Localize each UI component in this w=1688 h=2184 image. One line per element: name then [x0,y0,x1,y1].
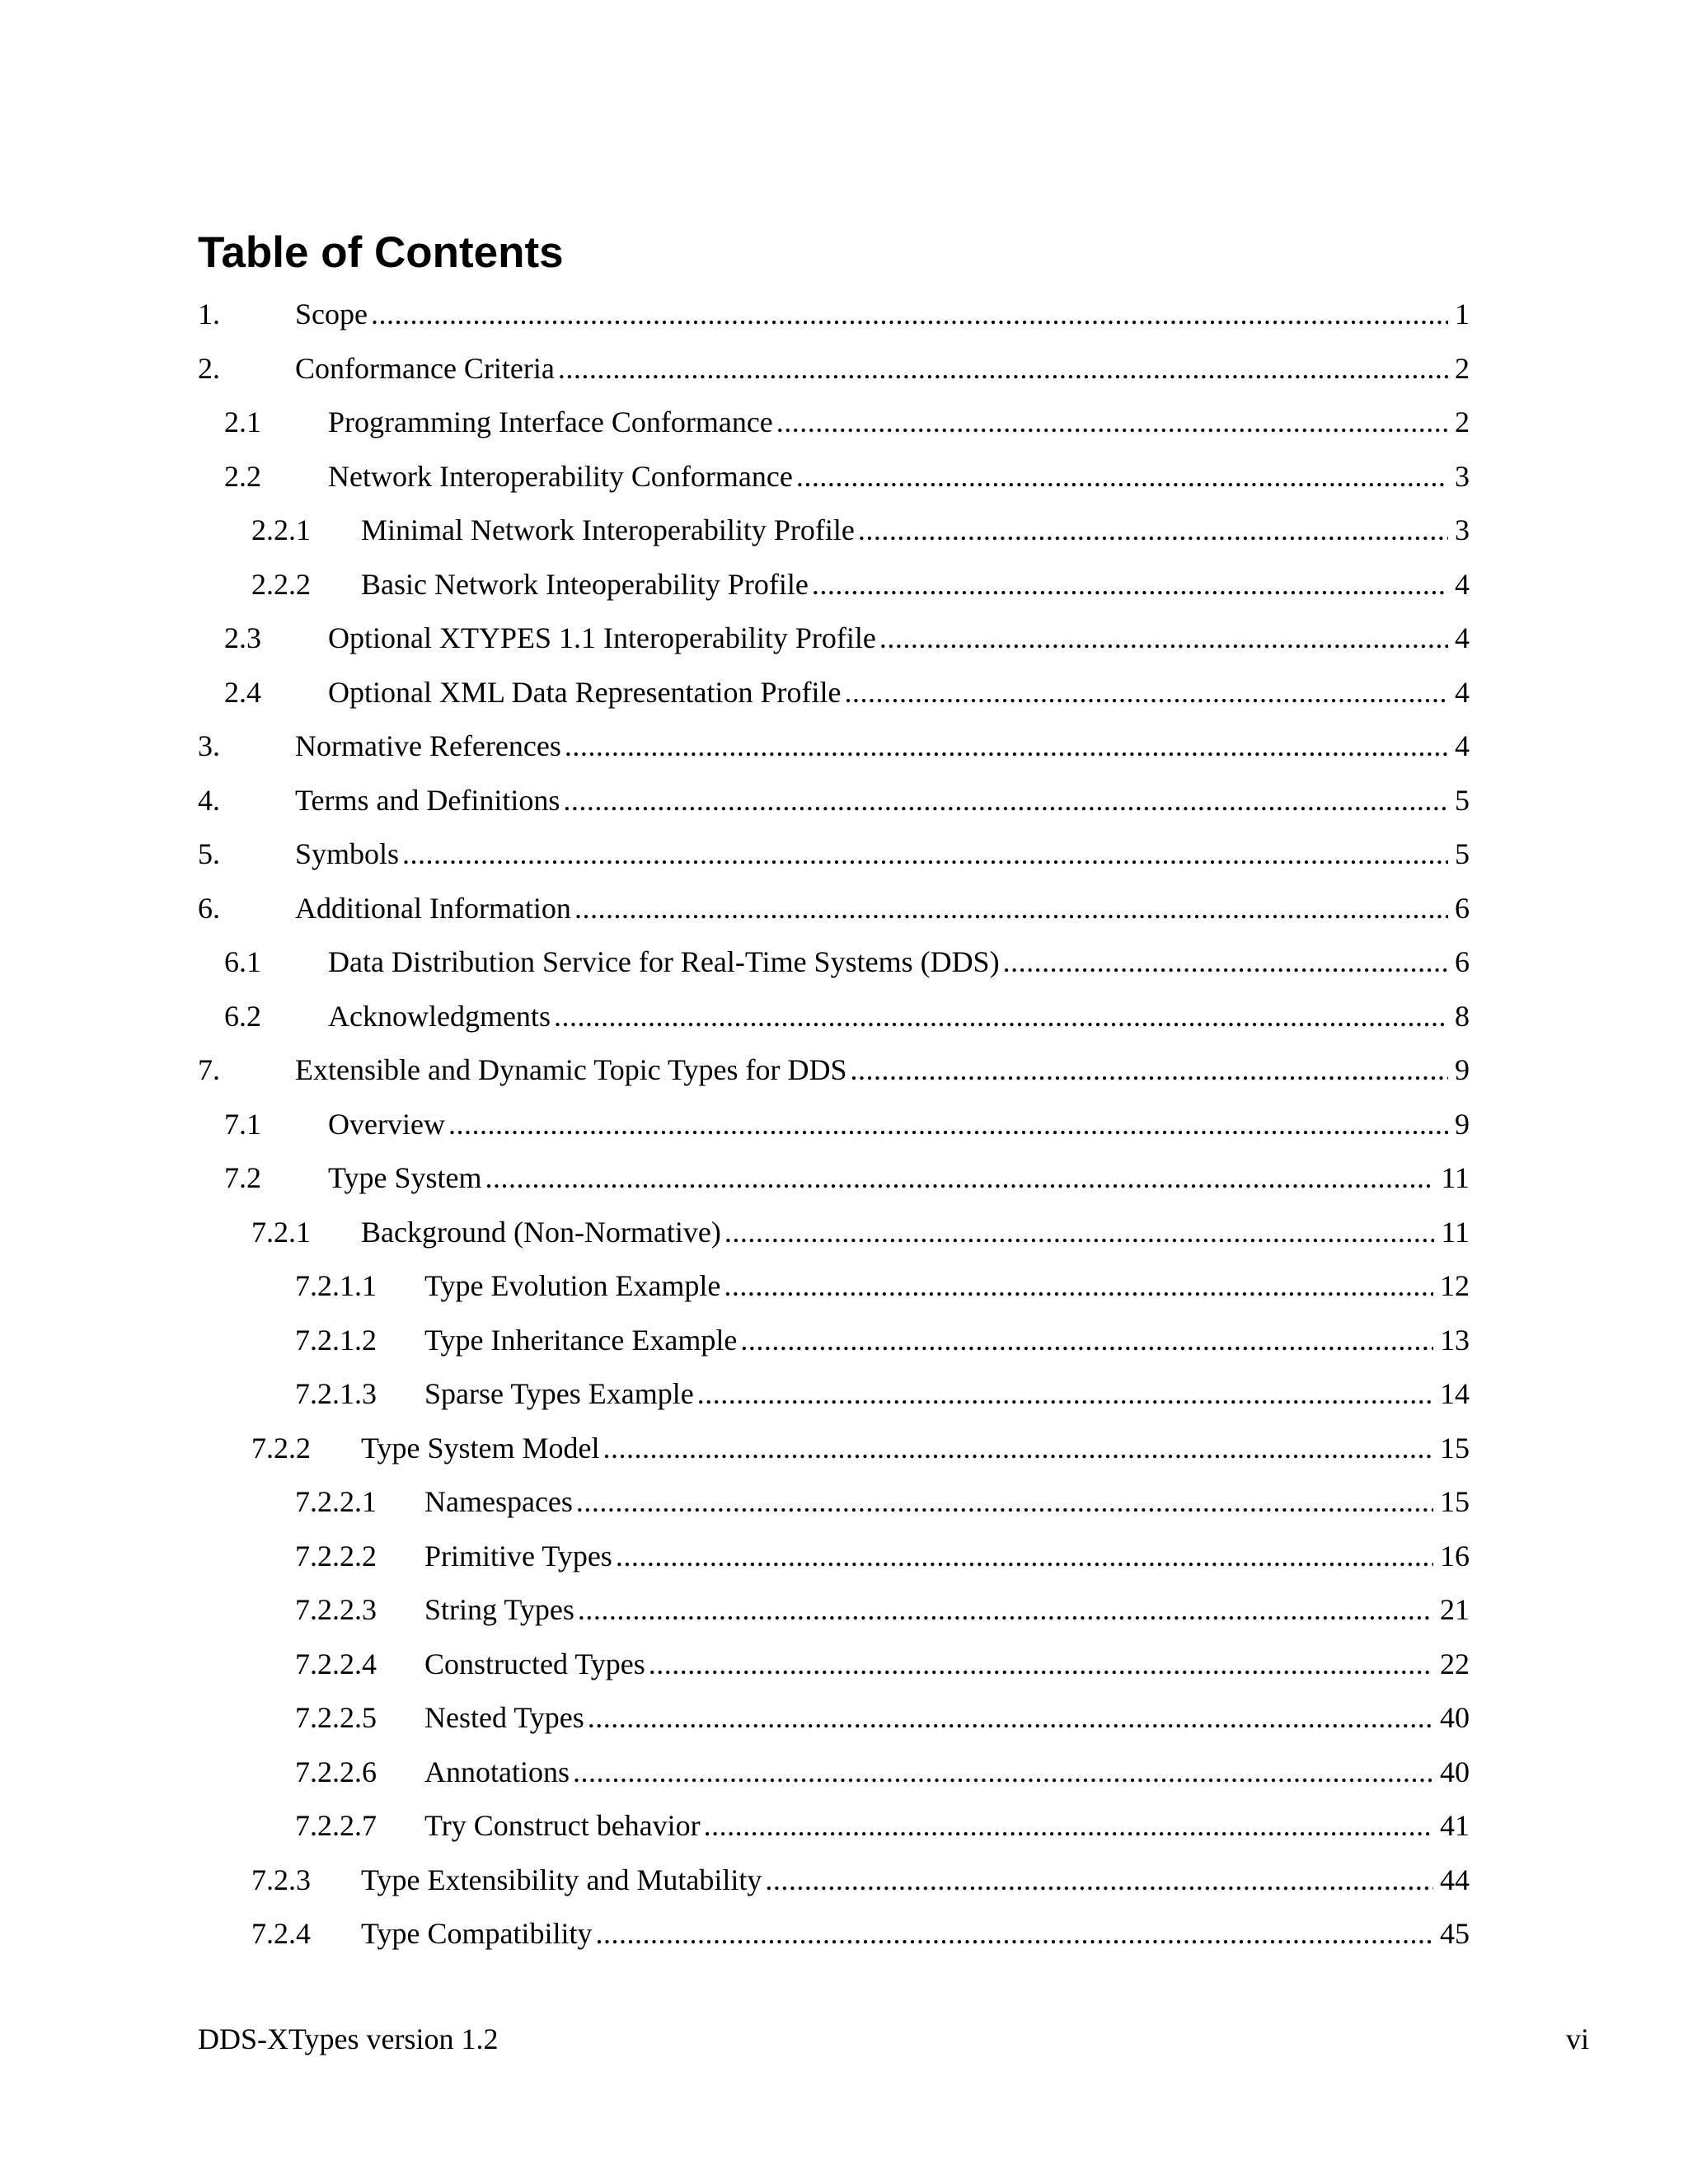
toc-entry-label: Type System [328,1161,482,1194]
toc-entry-number: 5. [198,837,220,870]
toc-entry[interactable] [198,401,1470,455]
toc-entry-number: 6. [198,891,220,925]
toc-entry-label: Constructed Types [424,1647,645,1680]
toc-entry-page: 4 [1455,621,1470,654]
toc-entry[interactable] [198,1804,1470,1858]
toc-dot-leader [595,1912,1433,1955]
toc-entry-page: 15 [1440,1485,1470,1518]
toc-entry-number: 7.2.3 [251,1863,311,1896]
toc-entry[interactable] [198,940,1470,995]
toc-entry[interactable] [198,1750,1470,1805]
toc-entry-label: Type Evolution Example [424,1269,721,1302]
toc-dot-leader [448,1103,1448,1146]
toc-entry-page: 16 [1440,1539,1470,1572]
toc-dot-leader [1003,940,1448,983]
toc-entry-label: Type System Model [361,1431,600,1465]
toc-entry-page: 21 [1440,1593,1470,1626]
toc-entry[interactable] [198,1588,1470,1643]
toc-entry[interactable] [198,887,1470,941]
toc-dot-leader [796,455,1448,498]
toc-entry-page: 13 [1440,1323,1470,1357]
toc-entry-number: 2. [198,351,220,385]
toc-entry[interactable] [198,1535,1470,1589]
toc-entry[interactable] [198,1643,1470,1697]
toc-entry-label: Symbols [295,837,400,870]
toc-entry-label: Type Compatibility [361,1917,593,1950]
toc-entry[interactable] [198,1048,1470,1103]
toc-dot-leader [858,509,1448,551]
toc-entry-page: 15 [1440,1431,1470,1465]
toc-entry-number: 7.2.2.4 [295,1647,377,1680]
toc-entry-page: 2 [1455,405,1470,438]
toc-entry-label: Type Extensibility and Mutability [361,1863,762,1896]
toc-dot-leader [704,1804,1433,1847]
toc-entry[interactable] [198,1264,1470,1319]
toc-entry-number: 2.2.2 [251,567,311,601]
toc-entry-number: 2.3 [224,621,261,654]
toc-entry-number: 7.2.2 [251,1431,311,1465]
toc-entry-label: Overview [328,1107,445,1141]
toc-entry-number: 7.2.2.3 [295,1593,377,1626]
toc-entry-page: 41 [1440,1809,1470,1842]
toc-entry-page: 11 [1441,1161,1470,1194]
toc-entry-page: 4 [1455,567,1470,601]
toc-entry-label: Optional XTYPES 1.1 Interoperability Profile [328,621,876,654]
toc-entry-number: 7.2 [224,1161,261,1194]
toc-entry-number: 6.1 [224,945,261,978]
toc-dot-leader [845,671,1448,714]
toc-dot-leader [724,1264,1433,1307]
toc-entry[interactable] [198,832,1470,887]
toc-entry-page: 5 [1455,837,1470,870]
toc-entry-label: Type Inheritance Example [424,1323,738,1357]
toc-entry[interactable] [198,1696,1470,1750]
toc-dot-leader [740,1319,1433,1361]
toc-entry-page: 5 [1455,783,1470,817]
toc-dot-leader [371,293,1448,335]
toc-entry[interactable] [198,779,1470,833]
toc-dot-leader [603,1427,1433,1469]
toc-dot-leader [574,887,1448,930]
toc-entry-number: 7.2.2.6 [295,1755,377,1788]
toc-dot-leader [554,995,1448,1038]
toc-entry-page: 6 [1455,945,1470,978]
toc-entry-page: 40 [1440,1701,1470,1734]
toc-entry-number: 7.1 [224,1107,261,1141]
toc-entry-number: 2.1 [224,405,261,438]
toc-entry-label: Programming Interface Conformance [328,405,773,438]
toc-entry-number: 7.2.1.2 [295,1323,377,1357]
toc-entry-number: 6.2 [224,999,261,1033]
toc-dot-leader [485,1156,1434,1199]
toc-dot-leader [578,1588,1433,1631]
toc-entry[interactable] [198,293,1470,347]
toc-entry-page: 2 [1455,351,1470,385]
toc-entry-page: 11 [1441,1215,1470,1249]
toc-entry[interactable] [198,671,1470,725]
toc-entry-label: Data Distribution Service for Real-Time Systems (DDS) [328,945,1000,978]
toc-entry-number: 7.2.1.1 [295,1269,377,1302]
toc-dot-leader [573,1750,1433,1793]
toc-entry-number: 7. [198,1053,220,1086]
toc-entry-label: Sparse Types Example [424,1377,694,1410]
toc-dot-leader [576,1480,1433,1523]
toc-entry[interactable] [198,1912,1470,1966]
footer-doc-title: DDS-XTypes version 1.2 [198,2022,499,2055]
toc-entry-number: 7.2.2.1 [295,1485,377,1518]
toc-list [198,293,1470,1966]
toc-entry-page: 1 [1455,298,1470,330]
toc-dot-leader [812,563,1448,606]
toc-entry-label: Try Construct behavior [424,1809,701,1842]
toc-entry-number: 4. [198,783,220,817]
toc-entry-label: Annotations [424,1755,570,1788]
toc-entry-label: Conformance Criteria [295,351,555,385]
toc-entry-page: 14 [1440,1377,1470,1410]
toc-entry-number: 1. [198,298,220,330]
toc-entry[interactable] [198,1211,1470,1265]
toc-entry[interactable] [198,347,1470,401]
toc-dot-leader [724,1211,1434,1254]
toc-dot-leader [402,832,1448,875]
toc-dot-leader [565,724,1448,767]
toc-entry-label: Scope [295,298,368,330]
toc-entry-label: Acknowledgments [328,999,551,1033]
toc-entry-page: 3 [1455,459,1470,493]
toc-entry-page: 8 [1455,999,1470,1033]
toc-entry-number: 7.2.2.2 [295,1539,377,1572]
toc-entry-page: 9 [1455,1053,1470,1086]
toc-entry-label: Background (Non-Normative) [361,1215,721,1249]
toc-entry-label: Namespaces [424,1485,573,1518]
toc-entry[interactable] [198,563,1470,617]
toc-entry-page: 40 [1440,1755,1470,1788]
toc-entry-page: 4 [1455,729,1470,762]
toc-entry-page: 12 [1440,1269,1470,1302]
toc-entry[interactable] [198,1103,1470,1157]
toc-dot-leader [616,1535,1433,1577]
toc-dot-leader [649,1643,1433,1685]
toc-entry-number: 2.2 [224,459,261,493]
toc-entry-label: String Types [424,1593,574,1626]
toc-dot-leader [765,1858,1433,1901]
footer-page-number: vi [1565,2022,1589,2055]
toc-entry[interactable] [198,995,1470,1049]
toc-heading: Table of Contents [198,228,564,277]
toc-entry-number: 7.2.1 [251,1215,311,1249]
toc-entry[interactable] [198,1480,1470,1535]
toc-entry-page: 9 [1455,1107,1470,1141]
toc-entry-page: 45 [1440,1917,1470,1950]
toc-entry[interactable] [198,1372,1470,1427]
toc-entry[interactable] [198,509,1470,563]
toc-entry-number: 7.2.2.5 [295,1701,377,1734]
toc-entry-number: 2.2.1 [251,513,311,546]
toc-entry[interactable] [198,1319,1470,1373]
toc-entry-number: 3. [198,729,220,762]
toc-entry[interactable] [198,1858,1470,1913]
toc-dot-leader [588,1696,1433,1739]
toc-entry-label: Normative References [295,729,561,762]
toc-entry-page: 4 [1455,675,1470,709]
toc-entry-label: Optional XML Data Representation Profile [328,675,842,709]
toc-entry-label: Primitive Types [424,1539,612,1572]
toc-entry-label: Additional Information [295,891,571,925]
toc-entry[interactable] [198,1427,1470,1481]
toc-entry-label: Terms and Definitions [295,783,560,817]
toc-dot-leader [851,1048,1448,1091]
toc-entry-page: 44 [1440,1863,1470,1896]
toc-dot-leader [776,401,1448,443]
toc-entry[interactable] [198,1156,1470,1211]
toc-entry[interactable] [198,616,1470,671]
toc-entry-label: Network Interoperability Conformance [328,459,793,493]
toc-entry-page: 6 [1455,891,1470,925]
toc-dot-leader [558,347,1448,390]
toc-entry-number: 2.4 [224,675,261,709]
toc-entry-label: Nested Types [424,1701,584,1734]
toc-dot-leader [879,616,1448,659]
toc-entry[interactable] [198,724,1470,779]
toc-entry-label: Minimal Network Interoperability Profile [361,513,855,546]
toc-entry[interactable] [198,455,1470,509]
toc-entry-label: Basic Network Inteoperability Profile [361,567,809,601]
toc-dot-leader [697,1372,1433,1415]
toc-entry-number: 7.2.2.7 [295,1809,377,1842]
toc-entry-page: 22 [1440,1647,1470,1680]
toc-entry-number: 7.2.4 [251,1917,311,1950]
toc-entry-page: 3 [1455,513,1470,546]
toc-entry-label: Extensible and Dynamic Topic Types for DDS [295,1053,847,1086]
toc-entry-number: 7.2.1.3 [295,1377,377,1410]
toc-dot-leader [563,779,1448,822]
